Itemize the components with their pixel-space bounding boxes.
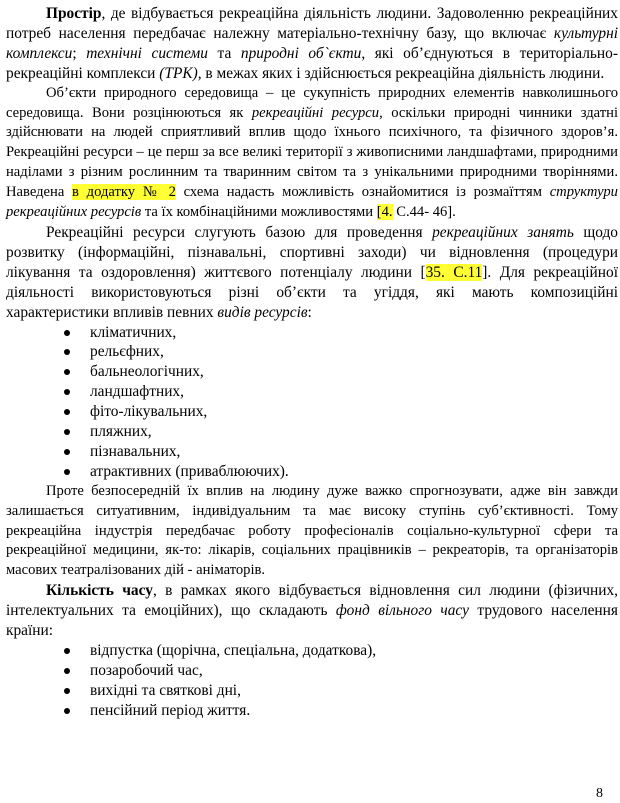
highlight-appendix-ref: в додатку № 2: [72, 184, 176, 201]
free-time-list: [6, 641, 618, 721]
document-page: [6, 4, 618, 721]
paragraph-natural-objects: Об’єкти природного середовища – це сукупність природних елементів навколишнього середовища. Вони розцінюються як рекреаційні ресурси, оскільки природні чинники здатні здійснювати на людей сприятливий вплив щодо їхнього психічного, та фізичного здоров’я. Рекреаційні ресурси – це перш за все великі території з живописними ландшафтами, природними наділами з різним рослинним та тваринним світом та з унікальними природними творіннями. Наведена в додатку № 2 схема надасть можливість ознайомитися із розмаїттям структури рекреаційних ресурсів та їх комбінаційними можливостями [4. С.44- 46].: [6, 84, 619, 221]
paragraph-recreational-resources: Рекреаційні ресурси слугують базою для проведення рекреаційних занять щодо розвитку (інформаційні, пізнавальні, спортивні заходи) чи відновлення (процедури лікування та оздоровлення) життєвого потенціалу людини [35. С.11]. Для рекреаційної діяльності використовуються різні об’єкти та угіддя, які мають композиційні характеристики впливів певних видів ресурсів:: [6, 223, 619, 321]
list-item: ландшафтних,: [63, 382, 618, 402]
list-item: атрактивних (приваблюючих).: [63, 462, 618, 482]
bullet-icon: [64, 648, 70, 654]
bullet-icon: [64, 469, 70, 475]
paragraph-impact: Проте безпосередній їх вплив на людину дуже важко спрогнозувати, адже він завжди залишається ситуативним, індивідуальним та має високу ступінь суб’єктивності. Тому рекреаційна індустрія передбачає роботу професіоналів соціально-культурної сфери та рекреаційної медицини, як-то: лікарів, соціальних працівників – рекреаторів, та організаторів масових театралізованих дій - аніматорів.: [6, 482, 618, 579]
paragraph-space: Простір, де відбувається рекреаційна діяльність людини. Задоволенню рекреаційних потреб населення передбачає належну матеріально-технічну базу, що включає культурні комплекси; технічні системи та природні об`єкти, які об’єднуються в територіально-рекреаційні комплекси (ТРК), в межах яких і здійснюється рекреаційна діяльність людини.: [6, 5, 618, 82]
bullet-icon: [64, 688, 70, 694]
list-item: кліматичних,: [63, 323, 618, 343]
bullet-icon: [64, 449, 70, 455]
list-item: вихідні та святкові дні,: [63, 681, 618, 701]
resource-types-list: [6, 323, 618, 482]
highlight-citation: [4.: [376, 204, 393, 221]
list-item: відпустка (щорічна, спеціальна, додаткова),: [63, 641, 618, 661]
term-time: Кількість часу: [46, 582, 153, 600]
bullet-icon: [64, 389, 70, 395]
bullet-icon: [64, 330, 70, 336]
list-item: позаробочий час,: [63, 661, 618, 681]
bullet-icon: [64, 668, 70, 674]
page-number: 8: [596, 786, 603, 801]
bullet-icon: [64, 708, 70, 714]
list-item: фіто-лікувальних,: [63, 402, 618, 422]
highlight-citation: 35. С.11: [425, 263, 483, 281]
bullet-icon: [64, 369, 70, 375]
bullet-icon: [64, 429, 70, 435]
term-space: Простір: [46, 5, 102, 22]
paragraph-time: Кількість часу, в рамках якого відбувається відновлення сил людини (фізичних, інтелектуальних та емоційних), що складають фонд вільного часу трудового населення країни:: [6, 582, 618, 640]
list-item: рельєфних,: [63, 342, 618, 362]
bullet-icon: [64, 349, 70, 355]
list-item: бальнеологічних,: [63, 362, 618, 382]
list-item: пляжних,: [63, 422, 618, 442]
list-item: пенсійний період життя.: [63, 701, 618, 721]
bullet-icon: [64, 409, 70, 415]
list-item: пізнавальних,: [63, 442, 618, 462]
